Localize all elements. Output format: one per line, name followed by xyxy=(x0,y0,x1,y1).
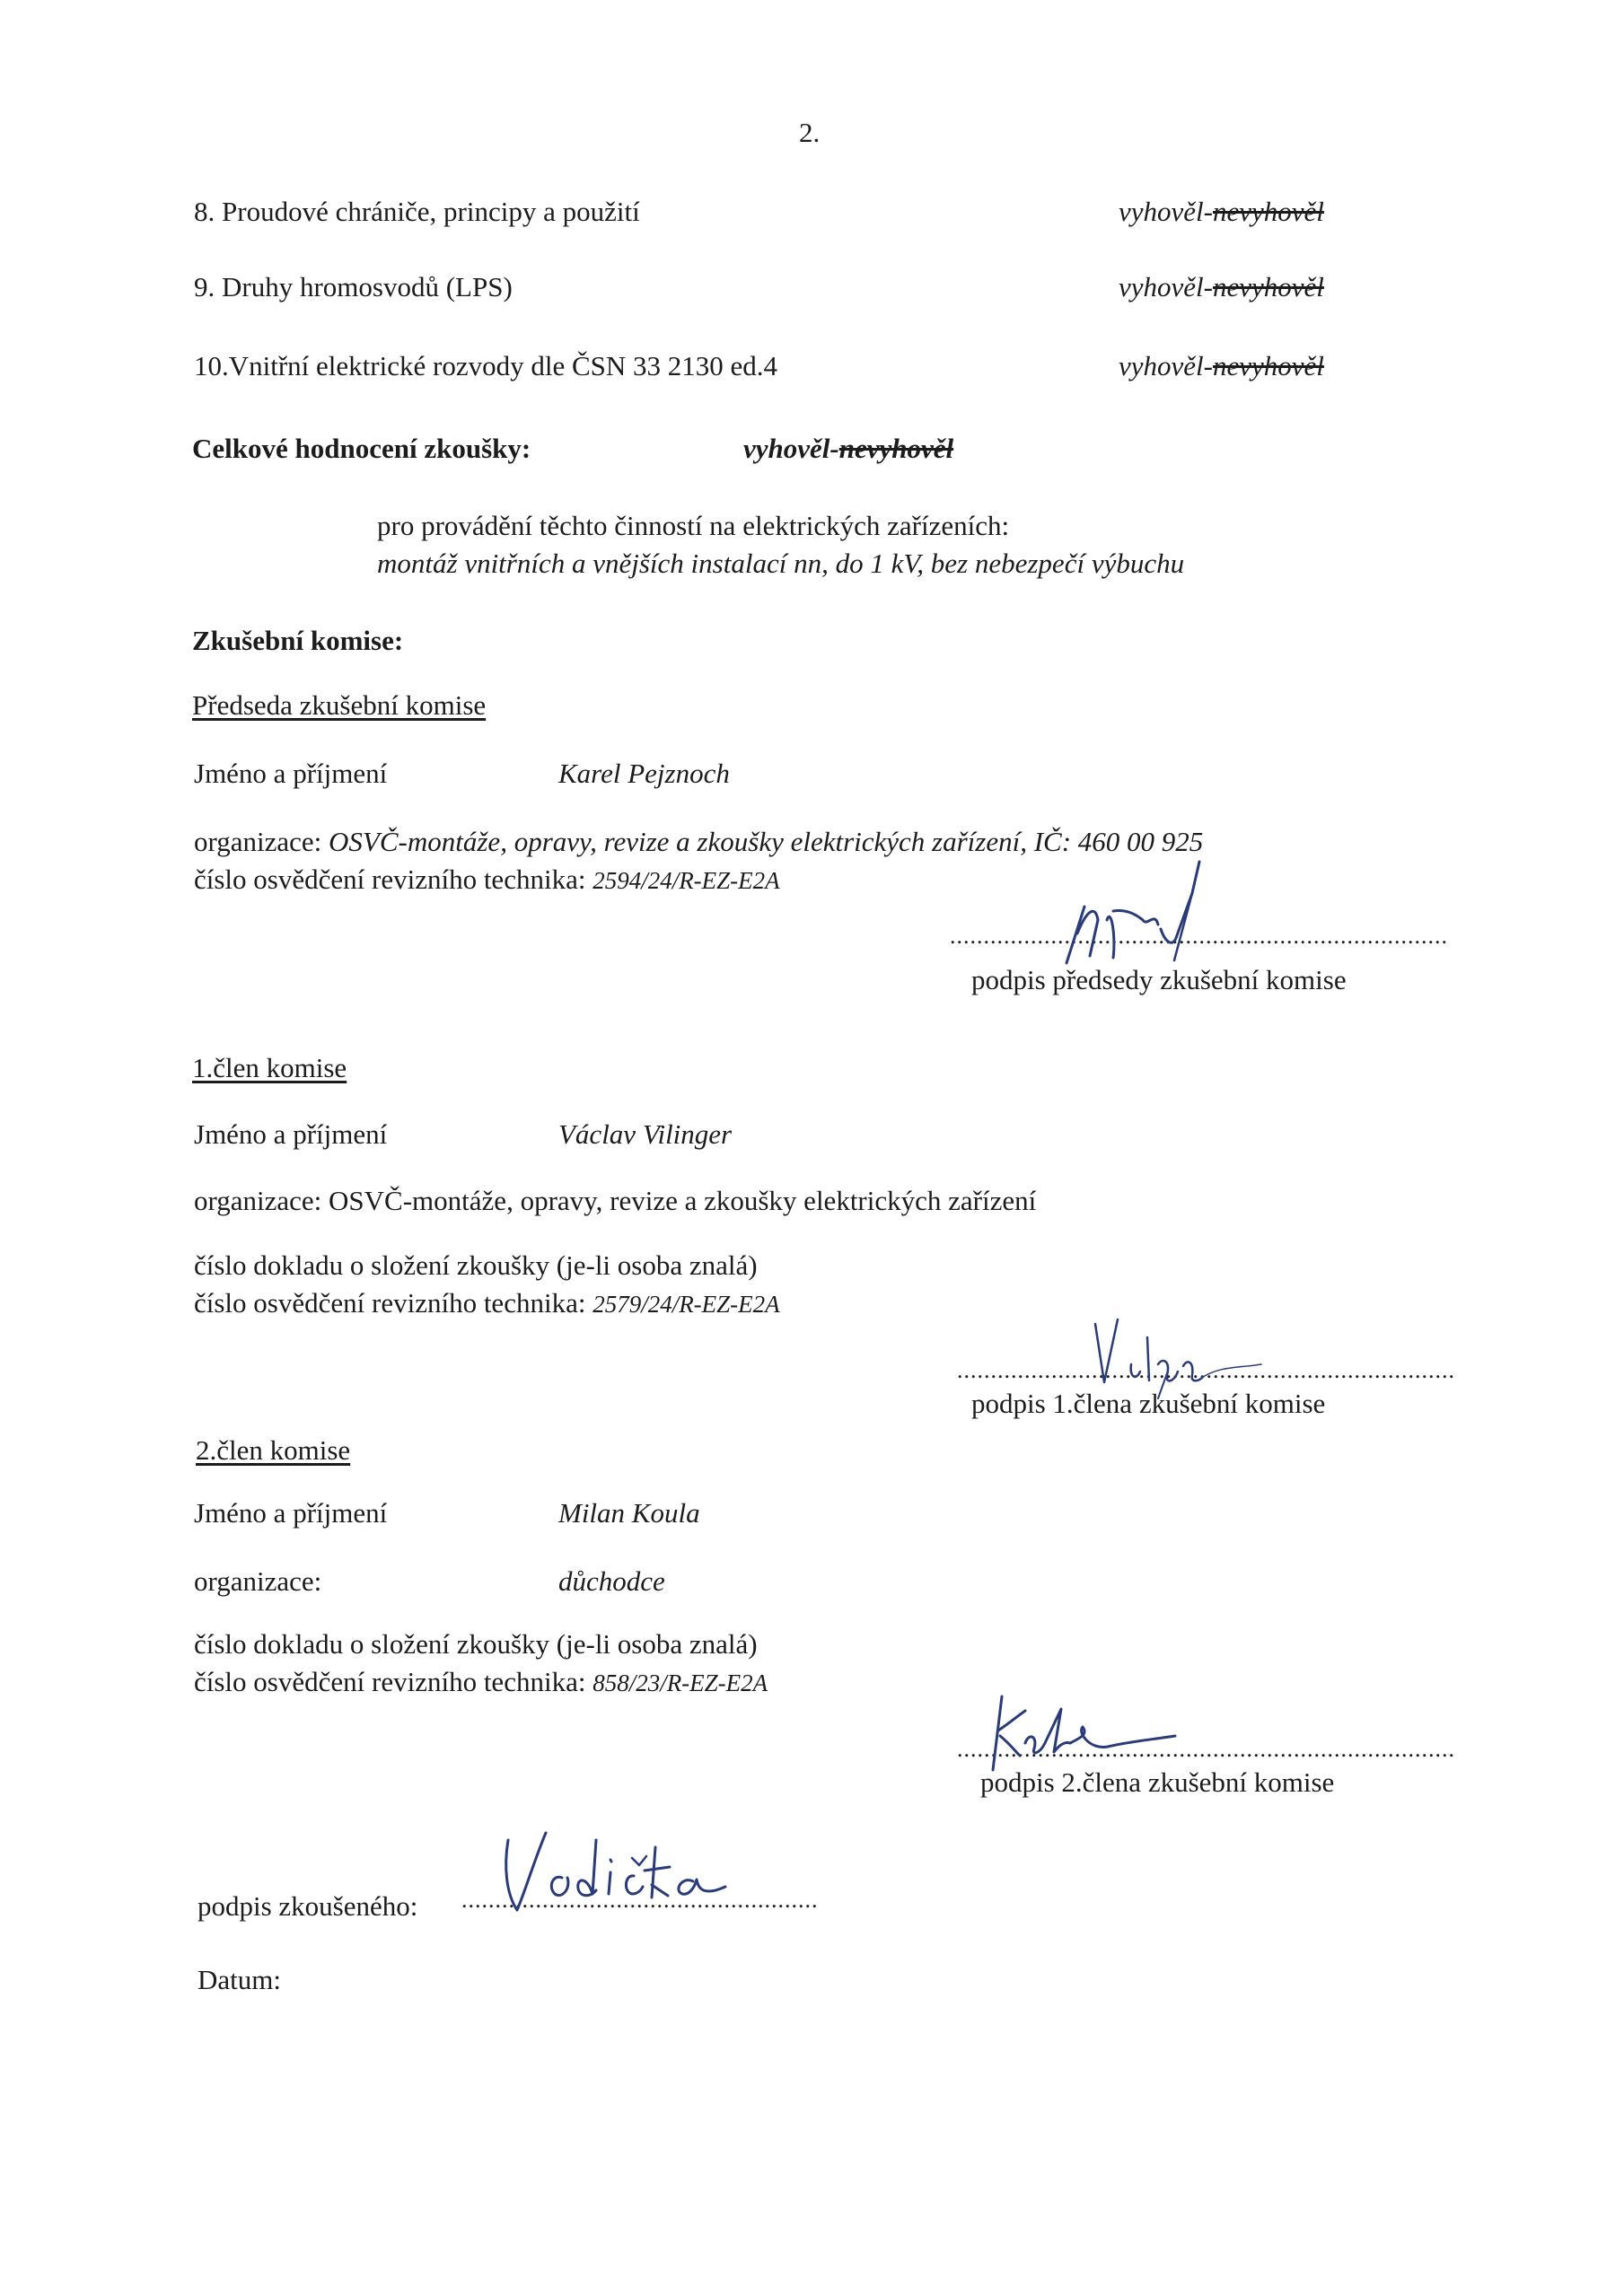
member2-name: Milan Koula xyxy=(558,1497,700,1529)
overall-result xyxy=(743,433,953,465)
result-passed: vyhověl xyxy=(1119,196,1204,227)
exam-item-label: 9. Druhy hromosvodů (LPS) xyxy=(194,271,513,302)
exam-item-label: 10.Vnitřní elektrické rozvody dle ČSN 33 2130 ed.4 xyxy=(194,350,778,381)
member2-name-label: Jméno a příjmení xyxy=(194,1497,388,1529)
member1-name-label: Jméno a příjmení xyxy=(194,1118,388,1150)
member1-cert xyxy=(194,1287,780,1319)
result-separator: - xyxy=(1203,196,1213,227)
exam-item-result xyxy=(1119,271,1324,303)
committee-heading: Zkušební komise: xyxy=(192,625,404,656)
member2-org: důchodce xyxy=(558,1565,665,1597)
org-value: OSVČ-montáže, opravy, revize a zkoušky elektrických zařízení xyxy=(329,1185,1037,1216)
overall-label: Celkové hodnocení zkoušky: xyxy=(192,433,531,464)
member1-signature-line: .......................................................................... xyxy=(957,1357,1455,1383)
member1-org xyxy=(194,1185,1036,1217)
member2-signature-scribble xyxy=(982,1687,1180,1777)
result-failed-struck: nevyhověl xyxy=(1212,271,1324,302)
exam-item-result xyxy=(1119,350,1324,382)
examinee-signature-label: podpis zkoušeného: xyxy=(198,1890,418,1922)
cert-value: 2579/24/R-EZ-E2A xyxy=(593,1291,780,1318)
chair-org xyxy=(194,826,1203,858)
result-separator: - xyxy=(830,433,839,464)
result-separator: - xyxy=(1203,350,1213,381)
cert-value: 858/23/R-EZ-E2A xyxy=(593,1669,768,1696)
date-label: Datum: xyxy=(198,1964,281,1995)
cert-label: číslo osvědčení revizního technika: xyxy=(194,1287,586,1319)
member2-org-label: organizace: xyxy=(194,1565,322,1597)
member1-signature-caption: podpis 1.člena zkušební komise xyxy=(971,1388,1326,1419)
cert-value: 2594/24/R-EZ-E2A xyxy=(593,867,780,894)
exam-item-label: 8. Proudové chrániče, principy a použití xyxy=(194,196,640,227)
org-value: OSVČ-montáže, opravy, revize a zkoušky elektrických zařízení, IČ: 460 00 925 xyxy=(329,826,1204,857)
chair-cert xyxy=(194,863,780,896)
chair-signature-caption: podpis předsedy zkušební komise xyxy=(971,964,1347,995)
chair-signature-scribble xyxy=(1058,857,1237,969)
scope-activity: montáž vnitřních a vnějších instalací nn, do 1 kV, bez nebezpečí výbuchu xyxy=(377,548,1185,579)
member2-signature-caption: podpis 2.člena zkušební komise xyxy=(980,1766,1335,1798)
member2-doc-label: číslo dokladu o složení zkoušky (je-li osoba znalá) xyxy=(194,1628,758,1660)
chair-signature-line: .......................................................................... xyxy=(950,923,1448,949)
cert-label: číslo osvědčení revizního technika: xyxy=(194,1666,586,1697)
examinee-signature-line: ..................................................... xyxy=(461,1887,819,1913)
cert-label: číslo osvědčení revizního technika: xyxy=(194,863,586,895)
member2-cert xyxy=(194,1666,768,1698)
result-failed-struck: nevyhověl xyxy=(1212,350,1324,381)
chair-name: Karel Pejznoch xyxy=(558,758,730,789)
org-label: organizace: xyxy=(194,826,322,857)
result-separator: - xyxy=(1203,271,1213,302)
chair-heading: Předseda zkušební komise xyxy=(192,689,487,721)
member1-signature-scribble xyxy=(1077,1301,1266,1400)
page-number: 2. xyxy=(799,117,821,148)
result-passed: vyhověl xyxy=(1119,271,1204,302)
exam-item-result xyxy=(1119,196,1324,228)
result-passed: vyhověl xyxy=(1119,350,1204,381)
member1-name: Václav Vilinger xyxy=(558,1118,733,1150)
scope-intro: pro provádění těchto činností na elektrických zařízeních: xyxy=(377,510,1010,541)
result-failed-struck: nevyhověl xyxy=(838,433,954,464)
result-failed-struck: nevyhověl xyxy=(1212,196,1324,227)
member2-heading: 2.člen komise xyxy=(196,1434,351,1466)
org-label: organizace: xyxy=(194,1185,322,1216)
member1-heading: 1.člen komise xyxy=(192,1052,347,1083)
member2-signature-line: .......................................................................... xyxy=(957,1736,1455,1762)
result-passed: vyhověl xyxy=(743,433,830,464)
member1-doc-label: číslo dokladu o složení zkoušky (je-li osoba znalá) xyxy=(194,1249,758,1281)
examinee-signature-scribble xyxy=(490,1822,733,1921)
chair-name-label: Jméno a příjmení xyxy=(194,758,388,789)
